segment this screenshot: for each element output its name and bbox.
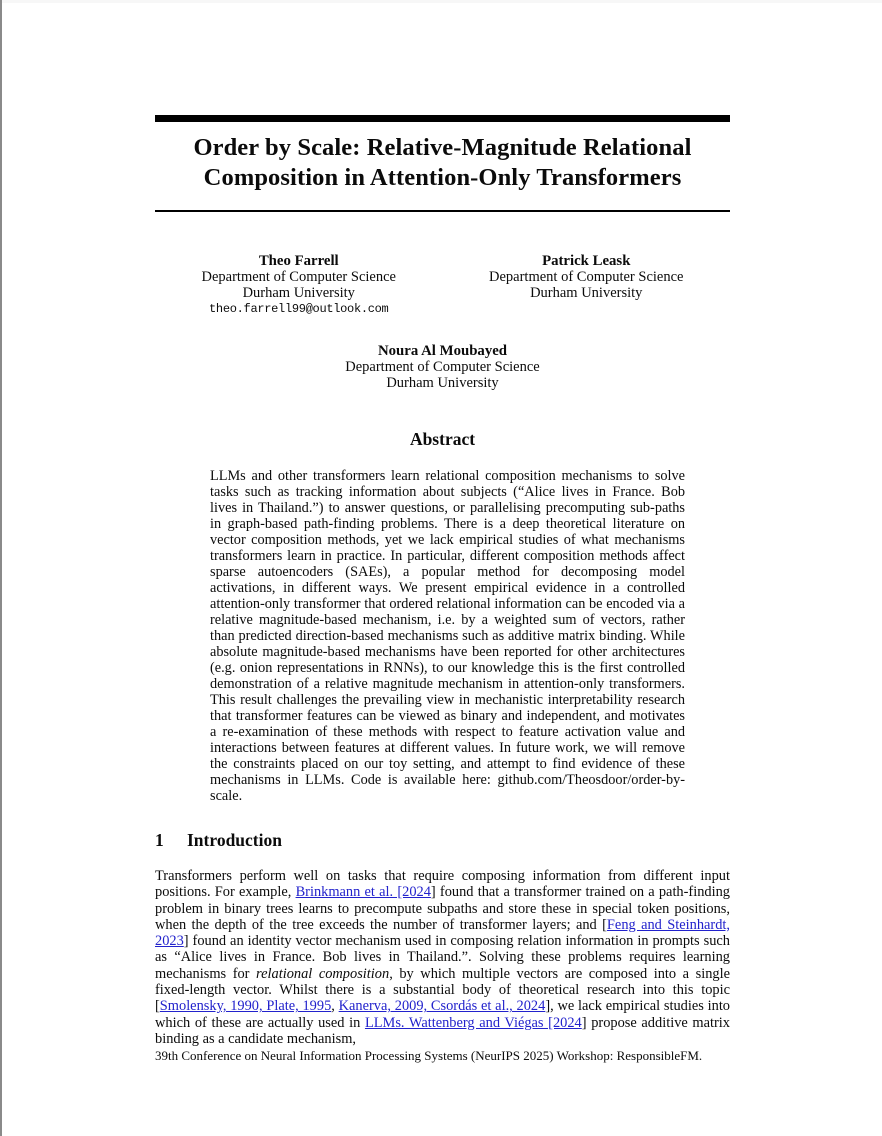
- paper-title-line1: Order by Scale: Relative-Magnitude Relational: [193, 134, 692, 161]
- author-affiliation-univ: Durham University: [530, 285, 643, 301]
- paper-title: [155, 133, 730, 193]
- title-rule-bottom: [155, 210, 730, 212]
- paragraph-text: ] found an identity vector mechanism used in composing relation information in prompts such as “Alice lives in France. Bob lives in Thailand.”. Solving these problems requires learning mechanisms for: [155, 933, 730, 982]
- paragraph-text: ], we lack empirical studies into which of these are actually used in: [155, 998, 731, 1031]
- author-block-patrick-leask: [443, 253, 731, 317]
- paragraph-text: Transformers perform well on tasks that require composing information from different input positions. For example,: [155, 868, 730, 901]
- paragraph-text: ,: [331, 998, 339, 1015]
- citation-link[interactable]: Smolensky, 1990, Plate, 1995: [159, 998, 332, 1015]
- section-1-heading: [155, 830, 730, 851]
- citation-link[interactable]: Kanerva, 2009, Csordás et al., 2024: [338, 998, 546, 1015]
- paragraph-text: ] found that a transformer trained on a path-finding problem in binary trees learns to precompute subpaths and store these in special token positions, when the depth of the tree exceeds the number of transformer layers; and [: [155, 884, 730, 933]
- citation-link[interactable]: LLMs. Wattenberg and Viégas [2024: [364, 1014, 582, 1031]
- authors-row-1: [155, 253, 730, 317]
- author-email: theo.farrell99@outlook.com: [209, 302, 389, 316]
- footer-conference-note: 39th Conference on Neural Information Processing Systems (NeurIPS 2025) Workshop: ResponsibleFM.: [155, 1048, 703, 1063]
- paragraph-text: , by which multiple vectors are composed into a single fixed-length vector. Whilst there is a substantial body of theoretical research into this topic [: [155, 965, 730, 1015]
- section-number: 1: [155, 830, 164, 850]
- author-name: Patrick Leask: [542, 253, 631, 269]
- paragraph-text: relational composition: [256, 965, 390, 982]
- author-name: Noura Al Moubayed: [377, 343, 508, 359]
- section-title: Introduction: [187, 830, 282, 850]
- author-affiliation-dept: Department of Computer Science: [345, 359, 540, 375]
- paper-title-line2: Composition in Attention-Only Transformers: [203, 164, 682, 191]
- page-left-edge: [0, 0, 2, 1136]
- authors-row-2: [155, 343, 730, 391]
- citation-link[interactable]: Feng and Steinhardt, 2023: [155, 916, 730, 950]
- author-affiliation-univ: Durham University: [386, 375, 499, 391]
- author-affiliation-univ: Durham University: [242, 285, 355, 301]
- title-rule-top: [155, 115, 730, 122]
- author-affiliation-dept: Department of Computer Science: [489, 269, 684, 285]
- citation-link[interactable]: Brinkmann et al. [2024: [295, 884, 431, 901]
- author-affiliation-dept: Department of Computer Science: [201, 269, 396, 285]
- author-block-noura-al-moubayed: [155, 343, 730, 391]
- author-name: Theo Farrell: [258, 253, 339, 269]
- paper-content: [155, 0, 730, 1047]
- author-block-theo-farrell: [155, 253, 443, 317]
- abstract-heading: Abstract: [409, 429, 476, 449]
- paragraph-text: ] propose additive matrix binding as a candidate mechanism,: [155, 1014, 730, 1047]
- abstract-text: LLMs and other transformers learn relational composition mechanisms to solve tasks such as tracking information about subjects (“Alice lives in France. Bob lives in Thailand.”) to answer questions, or parallelising precomputing sub-paths in graph-based path-finding problems. There is a deep theoretical literature on vector composition methods, yet we lack empirical studies of what mechanisms transformers learn in practice. In particular, different composition methods affect sparse autoencoders (SAEs), a popular method for decomposing model activations, in different ways. We present empirical evidence in a controlled attention-only transformer that ordered relational information can be encoded via a relative magnitude-based mechanism, i.e. by a weighted sum of vectors, rather than predicted direction-based mechanisms such as additive matrix binding. While absolute magnitude-based mechanisms have been reported for other architectures (e.g. onion representations in RNNs), to our knowledge this is the first controlled demonstration of a relative magnitude mechanism in attention-only transformers. This result challenges the prevailing view in mechanistic interpretability research that transformer features can be viewed as binary and independent, and motivates a re-examination of these methods with respect to feature activation value and interactions between features at different values. In future work, we will remove the constraints placed on our toy setting, and attempt to find evidence of these mechanisms in LLMs. Code is available here: github.com/Theosdoor/order-by-scale.: [210, 468, 685, 804]
- introduction-paragraph: [155, 868, 730, 1047]
